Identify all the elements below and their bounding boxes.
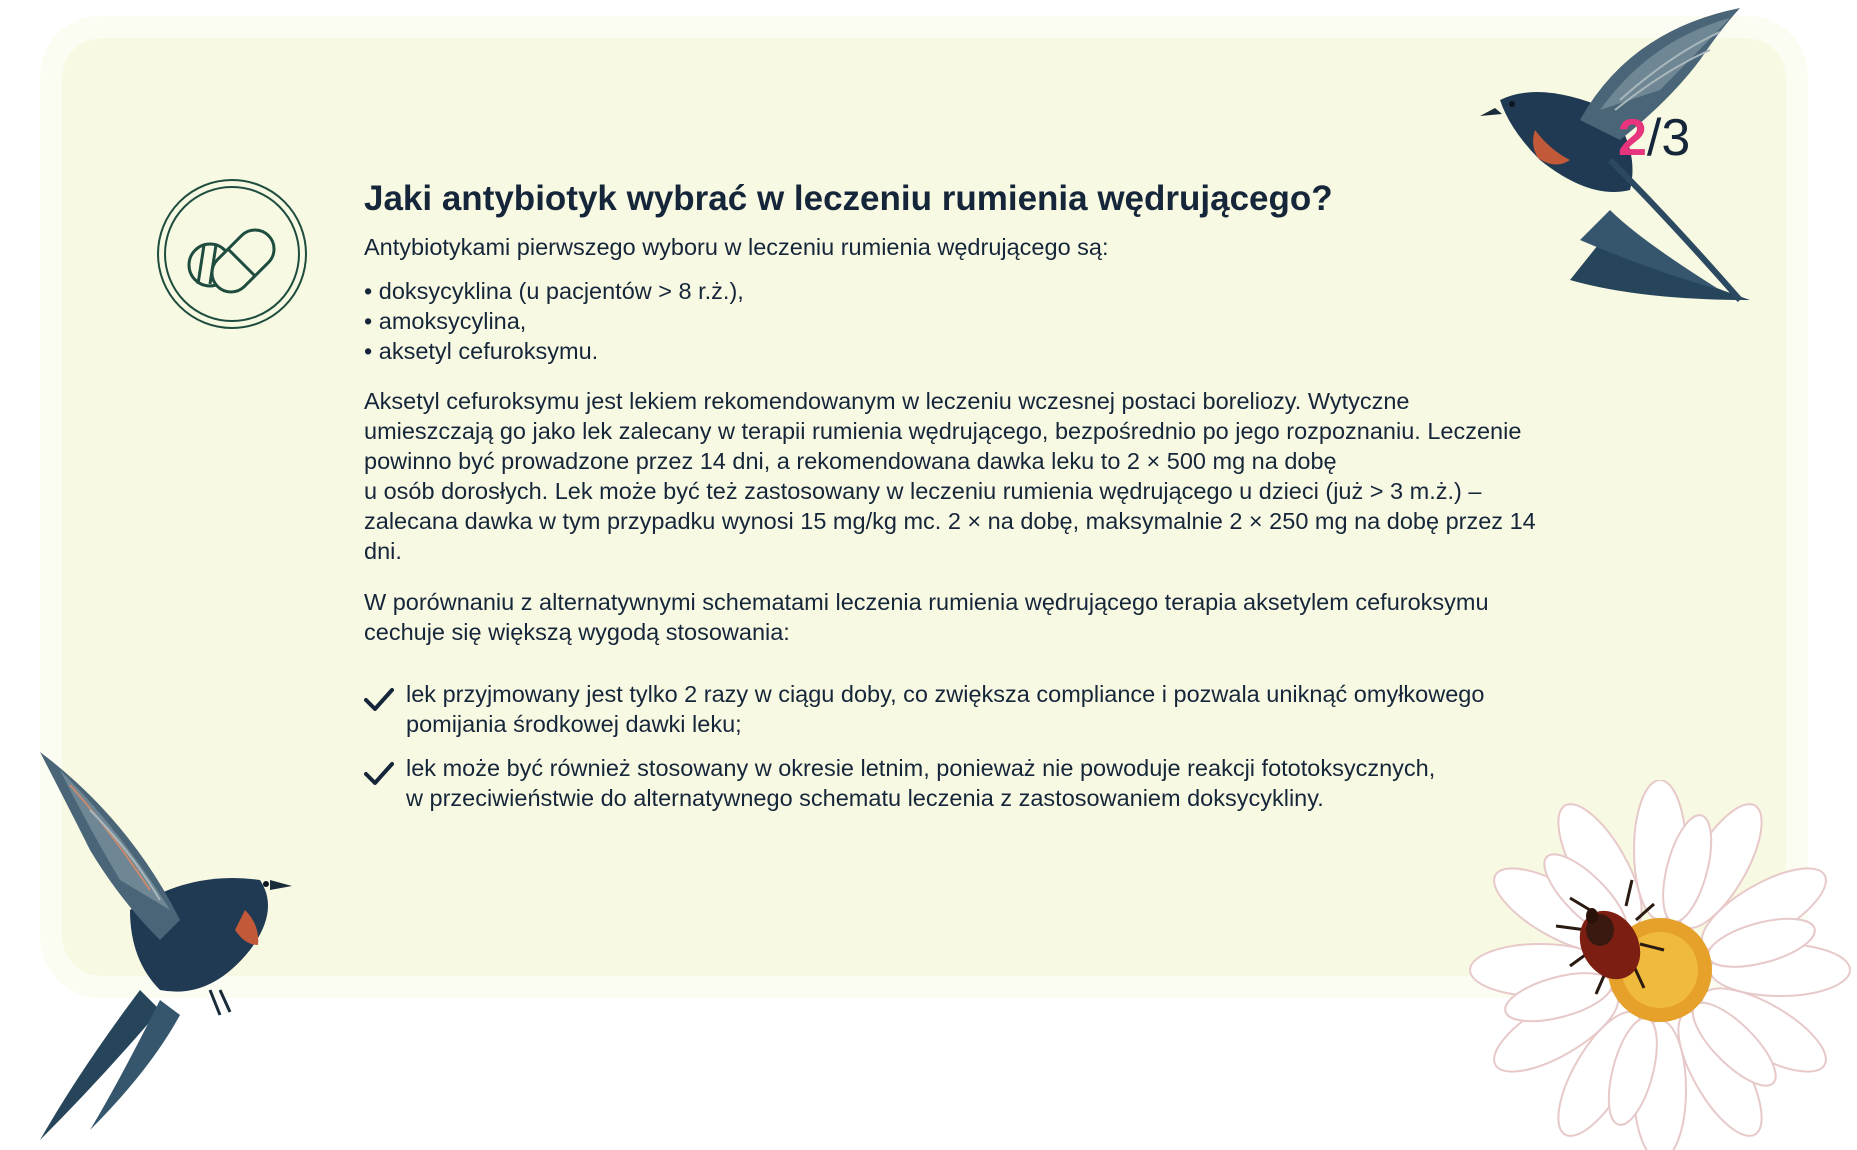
advantage-line: lek może być również stosowany w okresie letnim, ponieważ nie powoduje reakcji fototoksycznych,	[406, 755, 1436, 781]
comparison-paragraph	[364, 587, 1584, 647]
paragraph-line: dni.	[364, 538, 402, 564]
advantage-line: w przeciwieństwie do alternatywnego schematu leczenia z zastosowaniem doksycykliny.	[406, 785, 1324, 811]
advantage-item	[364, 753, 1584, 813]
daisy-tick-illustration	[1460, 780, 1857, 1150]
intro-text: Antybiotykami pierwszego wyboru w leczeniu rumienia wędrującego są:	[364, 234, 1109, 260]
page-current: 2	[1618, 109, 1647, 167]
advantage-item	[364, 679, 1584, 739]
paragraph-line: zalecana dawka w tym przypadku wynosi 15 mg/kg mc. 2 × na dobę, maksymalnie 2 × 250 mg na dobę przez 14	[364, 508, 1536, 534]
list-item: • amoksycylina,	[364, 308, 527, 334]
swallow-bottom-illustration	[20, 740, 320, 1140]
advantage-line: pomijania środkowej dawki leku;	[406, 711, 742, 737]
advantage-line: lek przyjmowany jest tylko 2 razy w ciągu doby, co zwiększa compliance i pozwala uniknąć omyłkowego	[406, 681, 1485, 707]
slide-title: Jaki antybiotyk wybrać w leczeniu rumienia wędrującego?	[364, 179, 1333, 218]
paragraph-line: u osób dorosłych. Lek może być też zastosowany w leczeniu rumienia wędrującego u dzieci (już > 3 m.ż.) –	[364, 478, 1482, 504]
first-choice-list	[364, 276, 1584, 366]
main-content	[364, 176, 1584, 827]
checkmark-icon	[364, 687, 394, 713]
list-item: • aksetyl cefuroksymu.	[364, 338, 599, 364]
page-separator: /	[1646, 109, 1662, 167]
paragraph-line: W porównaniu z alternatywnymi schematami leczenia rumienia wędrującego terapia aksetylem cefuroksymu	[364, 589, 1489, 615]
paragraph-line: powinno być prowadzone przez 14 dni, a rekomendowana dawka leku to 2 × 500 mg na dobę	[364, 448, 1337, 474]
checkmark-icon	[364, 761, 394, 787]
paragraph-line: umieszczają go jako lek zalecany w terapii rumienia wędrującego, bezpośrednio po jego rozpoznaniu. Leczenie	[364, 418, 1522, 444]
page-total: 3	[1661, 109, 1691, 167]
list-item: • doksycyklina (u pacjentów > 8 r.ż.),	[364, 278, 744, 304]
paragraph-line: cechuje się większą wygodą stosowania:	[364, 619, 790, 645]
recommendation-paragraph	[364, 386, 1584, 566]
page-counter	[1618, 109, 1691, 167]
paragraph-line: Aksetyl cefuroksymu jest lekiem rekomendowanym w leczeniu wczesnej postaci boreliozy. Wytyczne	[364, 388, 1410, 414]
advantages-list	[364, 679, 1584, 813]
pills-icon	[156, 178, 308, 330]
